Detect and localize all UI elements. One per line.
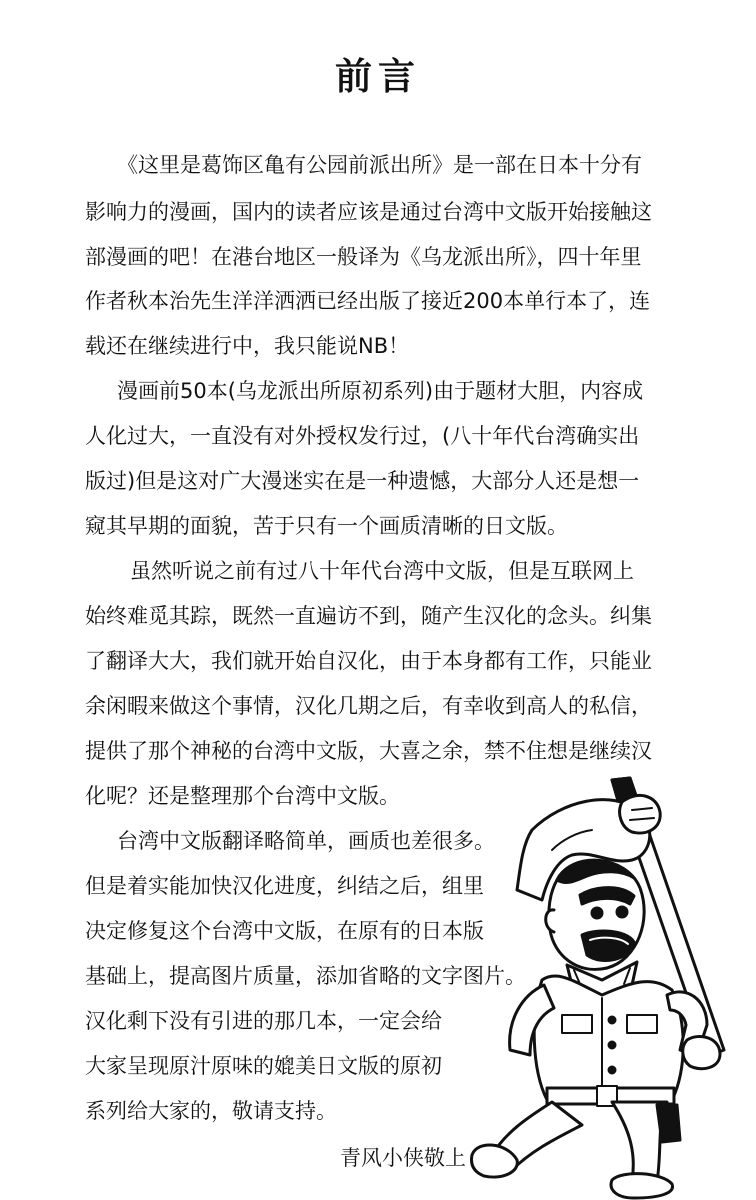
text-line: 窥其早期的面貌，苦于只有一个画质清晰的日文版。 xyxy=(85,514,568,538)
text-line: 虽然听说之前有过八十年代台湾中文版，但是互联网上 xyxy=(130,559,634,583)
text-line: 部漫画的吧！在港台地区一般译为《乌龙派出所》，四十年里 xyxy=(85,245,642,269)
police-officer-cartoon-icon xyxy=(462,770,756,1200)
text-line: 汉化剩下没有引进的那几本，一定会给 xyxy=(85,1009,442,1033)
text-line: 基础上，提高图片质量，添加省略的文字图片。 xyxy=(85,964,526,988)
text-line: 提供了那个神秘的台湾中文版，大喜之余，禁不住想是继续汉 xyxy=(85,739,652,763)
text-line: 系列给大家的，敬请支持。 xyxy=(85,1099,337,1123)
text-line: 版过)但是这对广大漫迷实在是一种遗憾，大部分人还是想一 xyxy=(85,469,640,493)
text-line: 影响力的漫画，国内的读者应该是通过台湾中文版开始接触这 xyxy=(85,200,652,224)
text-line: 大家呈现原汁原味的媲美日文版的原初 xyxy=(85,1054,442,1078)
text-line: 作者秋本治先生洋洋洒洒已经出版了接近200本单行本了，连 xyxy=(85,289,651,313)
text-line: 化呢？还是整理那个台湾中文版。 xyxy=(85,784,400,808)
text-line: 台湾中文版翻译略简单，画质也差很多。 xyxy=(117,829,495,853)
text-line: 余闲暇来做这个事情，汉化几期之后，有幸收到高人的私信， xyxy=(85,694,652,718)
signature: 青风小侠敬上 xyxy=(340,1146,466,1170)
text-line: 但是着实能加快汉化进度，纠结之后，组里 xyxy=(85,874,484,898)
text-line: 始终难觅其踪，既然一直遍访不到，随产生汉化的念头。纠集 xyxy=(85,604,652,628)
text-line: 漫画前50本(乌龙派出所原初系列)由于题材大胆，内容成 xyxy=(117,379,644,403)
text-line: 《这里是葛饰区亀有公园前派出所》是一部在日本十分有 xyxy=(117,153,642,177)
text-line: 决定修复这个台湾中文版，在原有的日本版 xyxy=(85,919,484,943)
text-line: 载还在继续进行中，我只能说NB！ xyxy=(85,334,410,358)
text-line: 人化过大，一直没有对外授权发行过，(八十年代台湾确实出 xyxy=(85,424,640,448)
page-title: 前言 xyxy=(335,55,421,98)
text-line: 了翻译大大，我们就开始自汉化，由于本身都有工作，只能业 xyxy=(85,649,652,673)
